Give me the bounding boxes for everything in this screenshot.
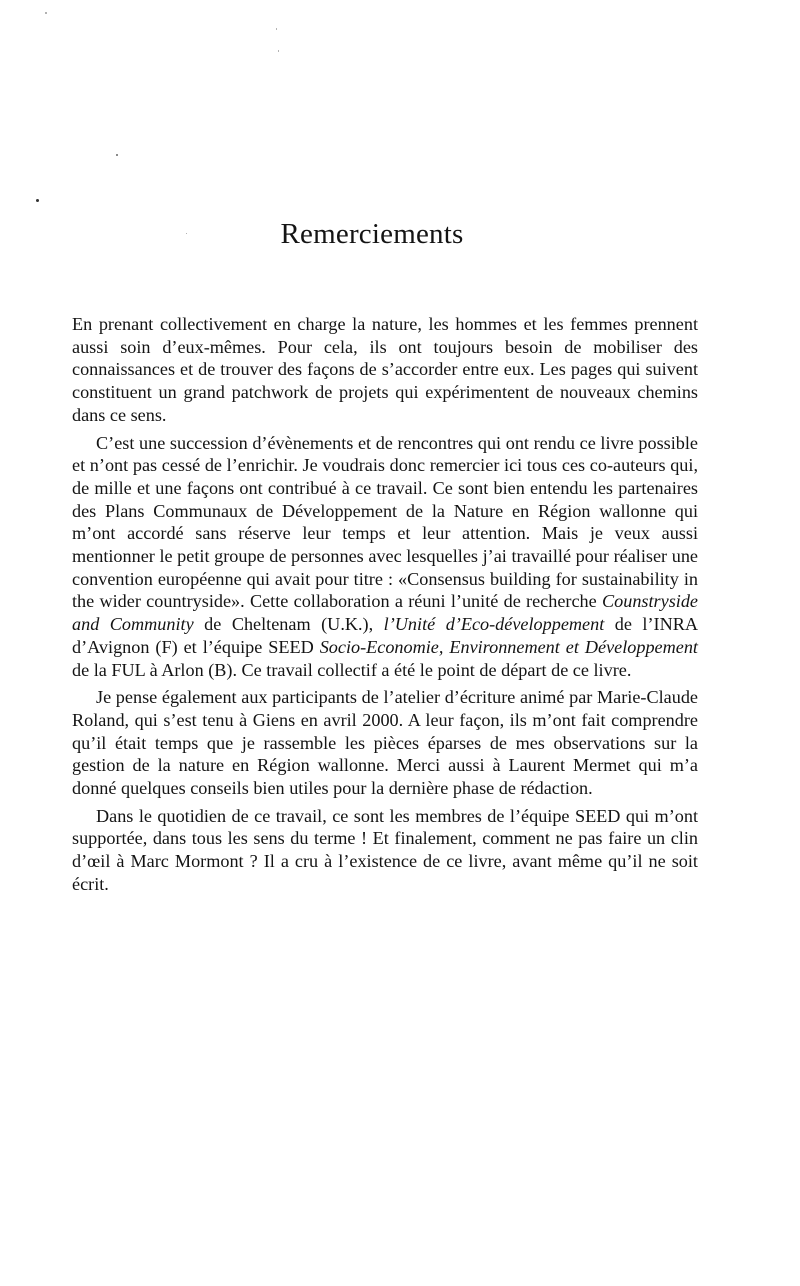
italic-text-run: Counstryside and Community xyxy=(72,591,698,635)
italic-text-run: Socio-Economie, Environnement et Développement xyxy=(319,636,698,657)
scan-speck xyxy=(45,12,47,14)
page-title: Remerciements xyxy=(280,218,464,250)
paragraph xyxy=(72,686,698,800)
paragraph xyxy=(72,432,698,682)
text-run: Dans le quotidien de ce travail, ce sont les membres de l’équipe SEED qui m’ont supportée, dans tous les sens du terme ! Et finalement, comment ne pas faire un clin d’œil à Marc Mormont ? Il a cru à l’existence de ce livre, avant même qu’il ne soit écrit. xyxy=(72,805,698,894)
text-run: de l’INRA d’Avignon (F) et l’équipe SEED xyxy=(72,614,698,657)
paragraph xyxy=(72,805,698,896)
italic-text-run: l’Unité d’Eco-développement xyxy=(383,614,605,635)
text-run: Je pense également aux participants de l’atelier d’écriture animé par Marie-Claude Roland, qui s’est tenu à Giens en avril 2000. A leur façon, ils m’ont fait comprendre qu’il était temps que je rassemble les pièces éparses de mes observations sur la gestion de la nature en Région wallonne. Merci aussi à Laurent Mermet qui m’a donné quelques conseils bien utiles pour la dernière phase de rédaction. xyxy=(72,687,698,799)
paragraph xyxy=(72,313,698,427)
scan-speck xyxy=(36,199,39,202)
text-run: En prenant collectivement en charge la nature, les hommes et les femmes prennent aussi soin d’eux-mêmes. Pour cela, ils ont toujours besoin de mobiliser des connaissances et de trouver des façons de s’accorder entre eux. Les pages qui suivent constituent un grand patchwork de projets qui expérimentent de nouveaux chemins dans ce sens. xyxy=(72,314,698,425)
scan-speck xyxy=(278,50,279,52)
scan-speck xyxy=(116,154,118,156)
text-run: C’est une succession d’évènements et de rencontres qui ont rendu ce livre possible et n’ont pas cessé de l’enrichir. Je voudrais donc remercier ici tous ces co-auteurs qui, de mille et une façons ont contribué à ce travail. Ce sont bien entendu les partenaires des Plans Communaux de Développement de la Nature en Région wallonne qui m’ont accordé sans réserve leur temps et leur attention. Mais je veux aussi mentionner le petit groupe de personnes avec lesquelles j’ai travaillé pour réaliser une convention européenne qui avait pour titre : «Consensus building for sustainability in the wider countryside». Cette collaboration a réuni l’unité de recherche xyxy=(72,432,698,612)
acknowledgements-text xyxy=(72,313,698,896)
scan-speck xyxy=(276,28,277,30)
text-run: de Cheltenam (U.K.), xyxy=(193,614,384,635)
text-run: de la FUL à Arlon (B). Ce travail collectif a été le point de départ de ce livre. xyxy=(72,659,632,680)
